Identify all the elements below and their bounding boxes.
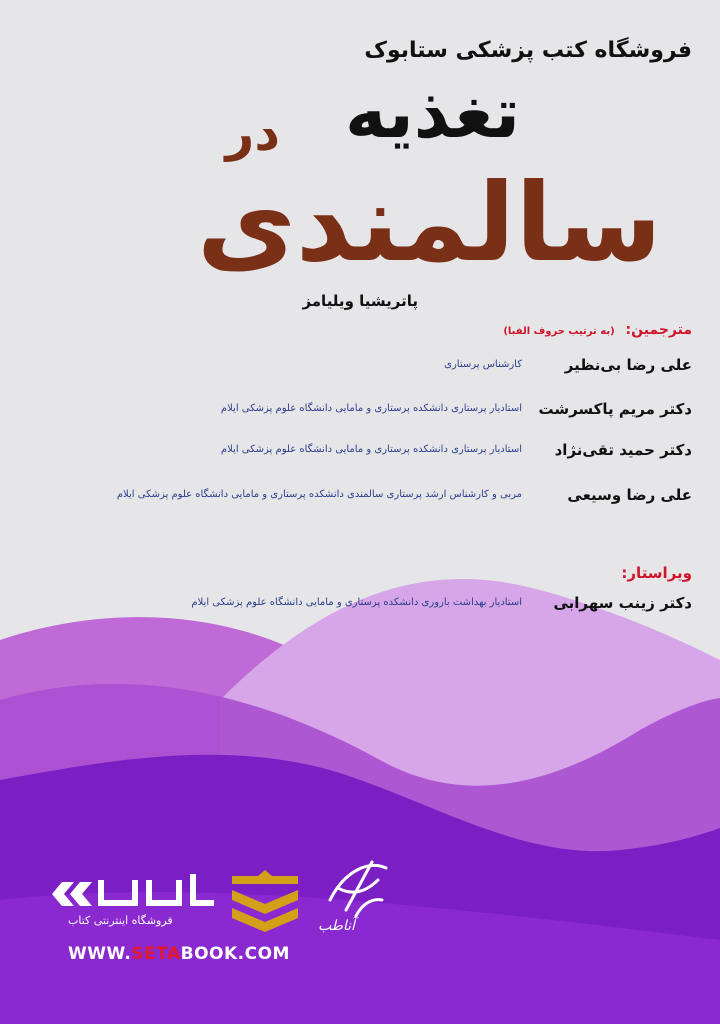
editor-name: دکتر زینب سهرابی — [553, 594, 692, 612]
translator-name: علی رضا بی‌نظیر — [564, 356, 692, 374]
translator-desc: استادیار پرستاری دانشکده پرستاری و مامایی دانشگاه علوم پزشکی ایلام — [220, 444, 522, 455]
translator-name: دکتر حمید تقی‌نژاد — [554, 441, 692, 459]
translator-entry — [52, 356, 692, 382]
website-highlight: SETA — [131, 944, 181, 964]
translator-desc: استادیار پرستاری دانشکده پرستاری و مامایی دانشگاه علوم پزشکی ایلام — [220, 403, 522, 414]
translator-desc: کارشناس پرستاری — [444, 359, 522, 370]
translator-name: علی رضا وسیعی — [567, 486, 692, 504]
store-header: فروشگاه کتب پزشکی ستابوک — [364, 38, 692, 63]
editor-desc: استادیار بهداشت باروری دانشکده پرستاری و مامایی دانشگاه علوم پزشکی ایلام — [191, 597, 522, 608]
website-prefix: WWW. — [68, 944, 132, 964]
website-suffix: BOOK.COM — [180, 944, 290, 964]
translator-desc: مربی و کارشناس ارشد پرستاری سالمندی دانشکده پرستاری و مامایی دانشگاه علوم پزشکی ایلام — [116, 489, 522, 500]
website-link[interactable] — [68, 944, 290, 964]
translators-heading — [503, 322, 692, 338]
publisher-name: آناطب — [318, 918, 355, 934]
translators-label: مترجمین: — [625, 322, 692, 338]
editor-heading: ویراستار: — [621, 564, 692, 582]
translator-entry — [52, 400, 692, 426]
editor-entry — [52, 594, 692, 620]
translator-entry — [52, 486, 692, 512]
book-title-line2: سالمندی — [196, 161, 662, 286]
translator-name: دکتر مریم پاکسرشت — [538, 400, 692, 418]
book-title-line1: تغذیه — [345, 72, 520, 154]
translator-entry — [52, 441, 692, 467]
translators-note: (به ترتیب حروف الفبا) — [503, 326, 615, 337]
book-title-connector: در — [225, 104, 280, 162]
author-name: پاتریشیا ویلیامز — [302, 292, 418, 310]
store-subtitle: فروشگاه اینترنتی کتاب — [68, 914, 173, 927]
